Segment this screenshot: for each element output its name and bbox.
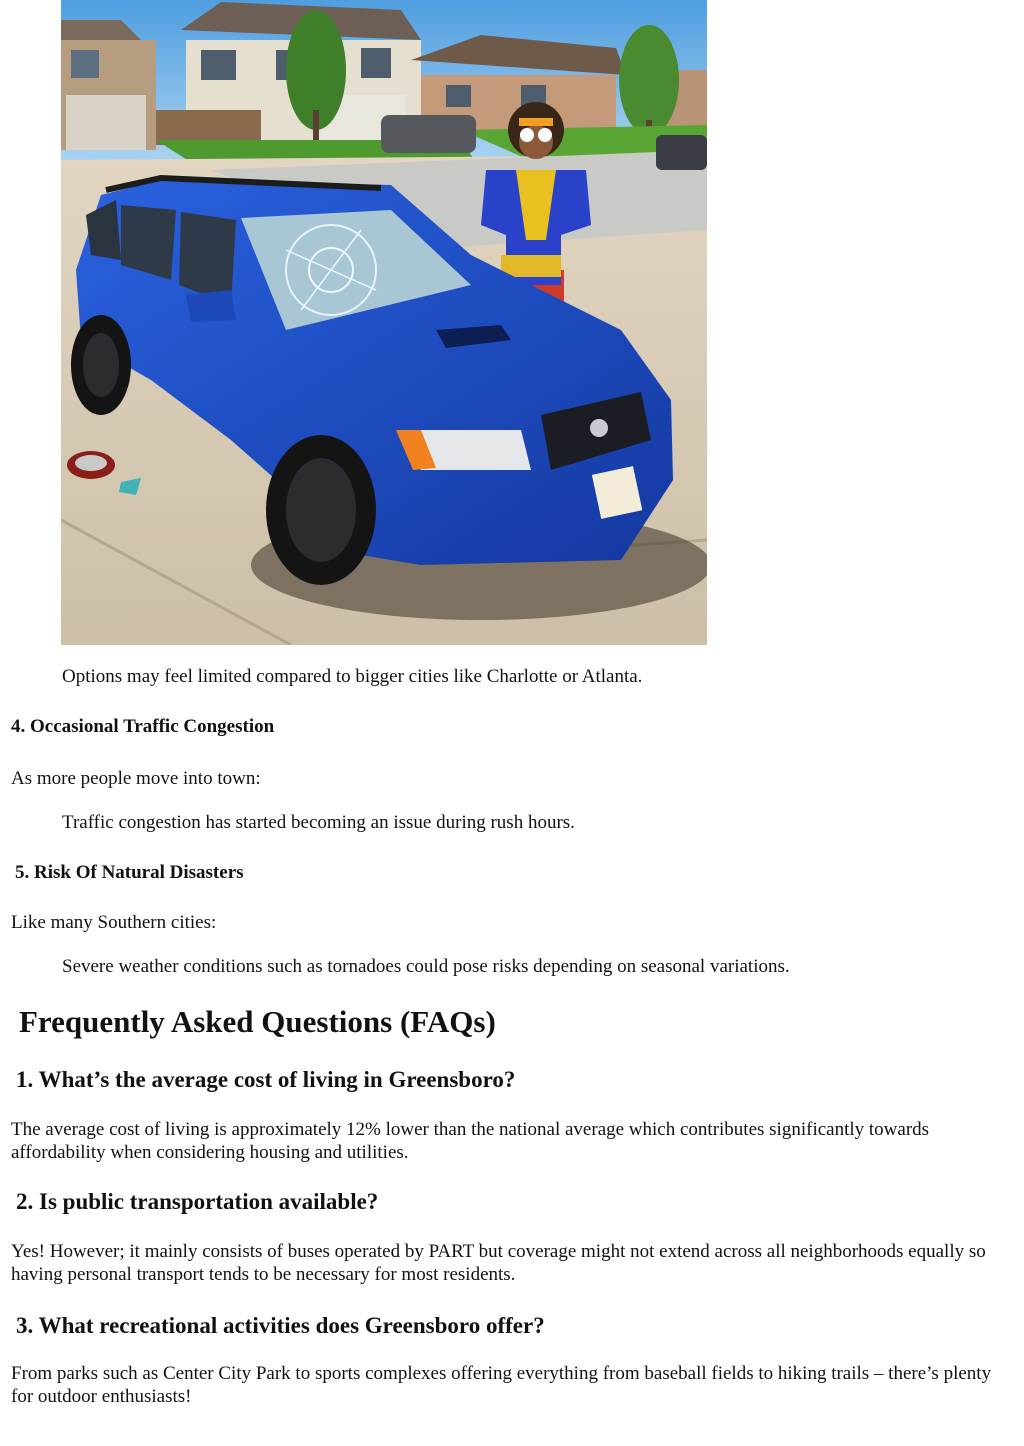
quote-options: Options may feel limited compared to bigger cities like Charlotte or Atlanta. bbox=[62, 666, 643, 687]
faq-question-2: 2. Is public transportation available? bbox=[16, 1189, 379, 1214]
faq-answer-1: The average cost of living is approximately 12% lower than the national average which contributes significantly towards affordability when considering housing and utilities. bbox=[11, 1119, 930, 1163]
quote-disasters: Severe weather conditions such as tornadoes could pose risks depending on seasonal variations. bbox=[62, 956, 790, 977]
article-photo bbox=[61, 0, 707, 645]
faq-question-1: 1. What’s the average cost of living in Greensboro? bbox=[16, 1067, 516, 1092]
heading-disasters: 5. Risk Of Natural Disasters bbox=[15, 862, 244, 883]
faq-question-3: 3. What recreational activities does Greensboro offer? bbox=[16, 1313, 545, 1338]
faq-answer-3: From parks such as Center City Park to sports complexes offering everything from baseball fields to hiking trails – there’s plenty for outdoor enthusiasts! bbox=[11, 1363, 992, 1407]
heading-traffic: 4. Occasional Traffic Congestion bbox=[11, 716, 275, 737]
faq-answer-2: Yes! However; it mainly consists of buses operated by PART but coverage might not extend across all neighborhoods equally so having personal transport tends to be necessary for most residents. bbox=[11, 1241, 986, 1285]
paragraph-traffic-intro: As more people move into town: bbox=[11, 768, 261, 789]
paragraph-disasters-intro: Like many Southern cities: bbox=[11, 912, 217, 933]
quote-traffic: Traffic congestion has started becoming an issue during rush hours. bbox=[62, 812, 575, 833]
faq-title: Frequently Asked Questions (FAQs) bbox=[19, 1004, 496, 1039]
